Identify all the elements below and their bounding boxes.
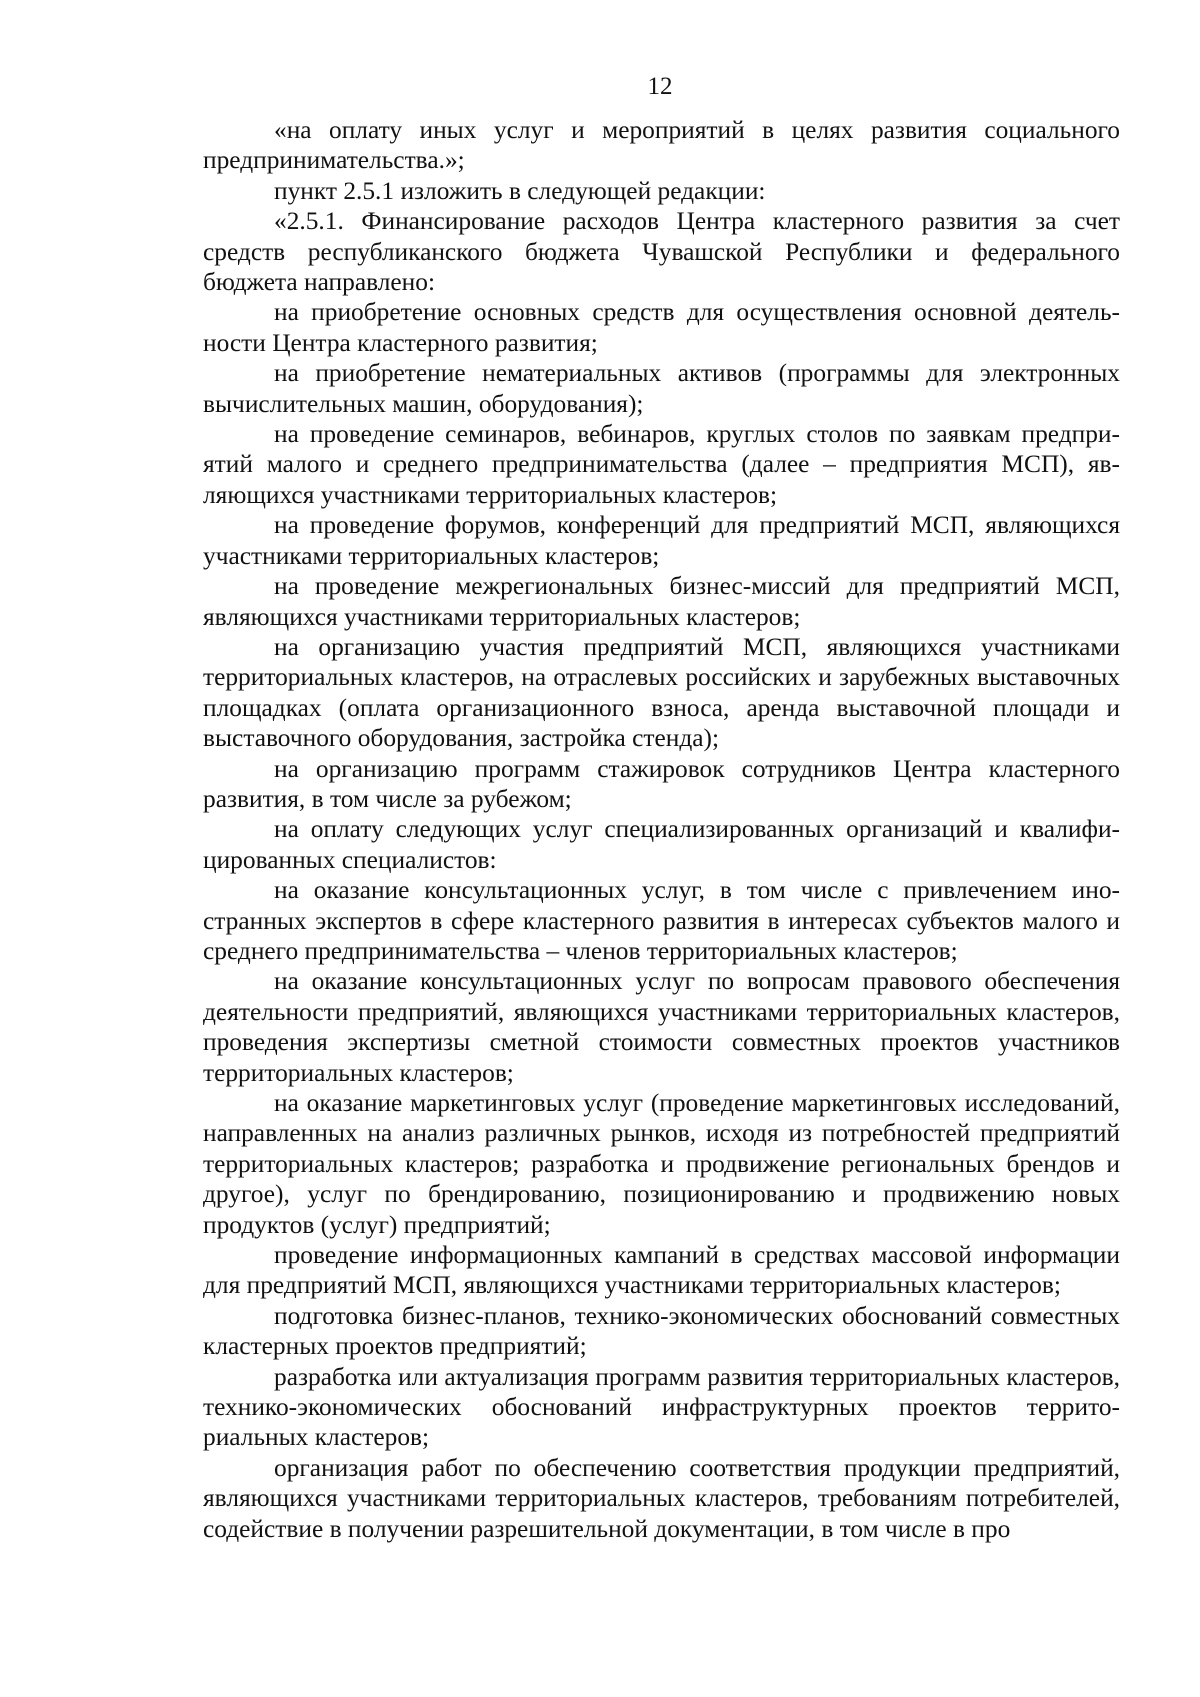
paragraph: «2.5.1. Финансирование расходов Центра кластерного развития за счет средств республиканского бюджета Чувашской Республики и федерального бюджета направлено: — [203, 207, 1120, 297]
paragraph: разработка или актуализация программ развития территориальных кластеров, технико-экономических обоснований инфраструктурных проектов территориальных кластеров; — [203, 1362, 1120, 1452]
paragraph: пункт 2.5.1 изложить в следующей редакции: — [274, 176, 766, 205]
paragraph: на проведение семинаров, вебинаров, круглых столов по заявкам предприятий малого и среднего предпринимательства (далее – предприятия МСП), являющихся участниками территориальных кластеров; — [203, 420, 1120, 509]
paragraph: подготовка бизнес-планов, технико-экономических обоснований совместных кластерных проектов предприятий; — [203, 1301, 1120, 1361]
paragraph: на оказание консультационных услуг, в том числе с привлечением иностранных экспертов в сфере кластерного развития в интересах субъектов малого и среднего предпринимательства – членов территориальных кластеров; — [203, 876, 1120, 965]
document-body — [203, 115, 1120, 1544]
page-number: 12 — [647, 73, 673, 100]
paragraph: «на оплату иных услуг и мероприятий в целях развития социального предпринимательства.»; — [203, 116, 1120, 175]
paragraph: на оказание консультационных услуг по вопросам правового обеспечения деятельности предприятий, являющихся участниками территориальных кластеров, проведения экспертизы сметной стоимости совместных проектов участников территориальных кластеров; — [203, 967, 1120, 1087]
paragraph: на проведение межрегиональных бизнес-миссий для предприятий МСП, являющихся участниками территориальных кластеров; — [203, 572, 1120, 631]
paragraph: на приобретение основных средств для осуществления основной деятельности Центра кластерного развития; — [203, 298, 1120, 357]
paragraph: на оплату следующих услуг специализированных организаций и квалифицированных специалистов: — [203, 815, 1120, 874]
paragraph: на оказание маркетинговых услуг (проведение маркетинговых исследований, направленных на анализ различных рынков, исходя из потребностей предприятий территориальных кластеров; разработка и продвижение региональных брендов и другое), услуг по брендированию, позиционированию и продвижению новых продуктов (услуг) предприятий; — [203, 1089, 1120, 1239]
paragraph: организация работ по обеспечению соответствия продукции предприятий, являющихся участниками территориальных кластеров, требованиям потребителей, содействие в получении разрешительной документации, в том числе в про — [203, 1453, 1120, 1543]
paragraph: на организацию участия предприятий МСП, являющихся участниками территориальных кластеров, на отраслевых российских и зарубежных выставочных площадках (оплата организационного взноса, аренда выставочной площади и выставочного оборудования, застройка стенда); — [203, 632, 1120, 753]
paragraph: проведение информационных кампаний в средствах массовой информации для предприятий МСП, являющихся участниками территориальных кластеров; — [203, 1241, 1120, 1300]
paragraph: на организацию программ стажировок сотрудников Центра кластерного развития, в том числе за рубежом; — [203, 754, 1120, 813]
paragraph: на приобретение нематериальных активов (программы для электронных вычислительных машин, оборудования); — [203, 359, 1120, 418]
paragraph: на проведение форумов, конференций для предприятий МСП, являющихся участниками территориальных кластеров; — [203, 511, 1120, 570]
